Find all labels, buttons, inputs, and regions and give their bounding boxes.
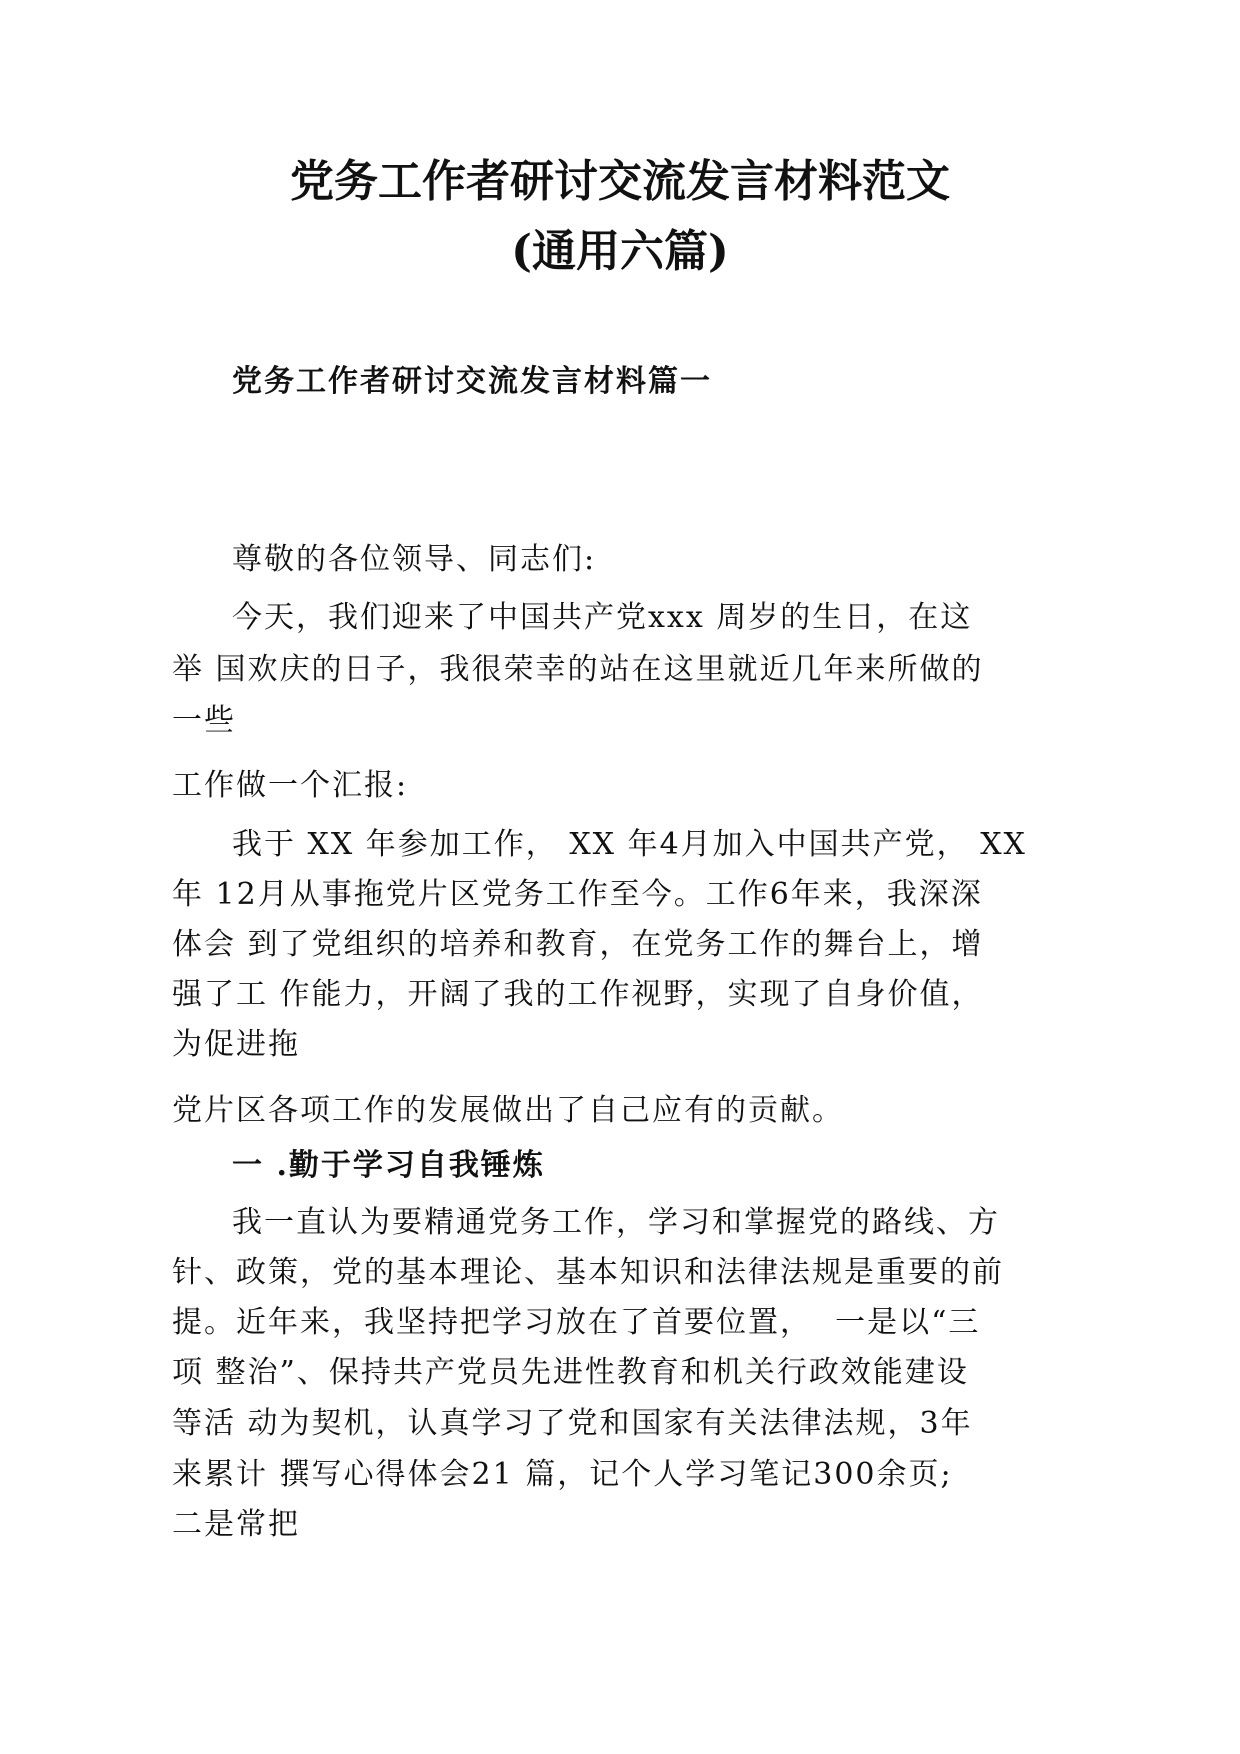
paragraph-line: 体会 到了党组织的培养和教育，在党务工作的舞台上，增 — [172, 927, 984, 962]
paragraph-line: 一些 — [172, 703, 236, 738]
paragraph-line: 党片区各项工作的发展做出了自己应有的贡献。 — [172, 1093, 844, 1128]
paragraph-line: 为促进拖 — [172, 1027, 300, 1062]
paragraph-line: 工作做一个汇报: — [172, 768, 409, 803]
section-heading: 党务工作者研讨交流发言材料篇一 — [232, 364, 712, 399]
paragraph-line: 强了工 作能力，开阔了我的工作视野，实现了自身价值， — [172, 977, 984, 1012]
paragraph-line: 针、政策，党的基本理论、基本知识和法律法规是重要的前 — [172, 1255, 1004, 1290]
paragraph-line: 提。近年来，我坚持把学习放在了首要位置， 一是以“三 — [172, 1305, 981, 1340]
paragraph-line: 举 国欢庆的日子，我很荣幸的站在这里就近几年来所做的 — [172, 652, 984, 687]
paragraph-line: 今天，我们迎来了中国共产党xxx 周岁的生日，在这 — [232, 600, 973, 635]
document-title-line-1: 党务工作者研讨交流发言材料范文 — [290, 156, 950, 207]
subsection-heading: 一 .勤于学习自我锤炼 — [232, 1148, 545, 1183]
paragraph-line: 等活 动为契机，认真学习了党和国家有关法律法规，3年 — [172, 1406, 973, 1441]
paragraph-line: 我一直认为要精通党务工作，学习和掌握党的路线、方 — [232, 1205, 1000, 1240]
paragraph-line: 二是常把 — [172, 1507, 300, 1542]
paragraph-line: 年 12月从事拖党片区党务工作至今。工作6年来，我深深 — [172, 877, 983, 912]
paragraph-line: 我于 XX 年参加工作， XX 年4月加入中国共产党， XX — [232, 827, 1027, 862]
document-title-line-2: (通用六篇) — [511, 226, 729, 277]
paragraph-line: 项 整治”、保持共产党员先进性教育和机关行政效能建设 — [172, 1355, 969, 1390]
paragraph-line: 来累计 撰写心得体会21 篇，记个人学习笔记300余页; — [172, 1457, 953, 1492]
greeting-line: 尊敬的各位领导、同志们: — [232, 542, 597, 577]
